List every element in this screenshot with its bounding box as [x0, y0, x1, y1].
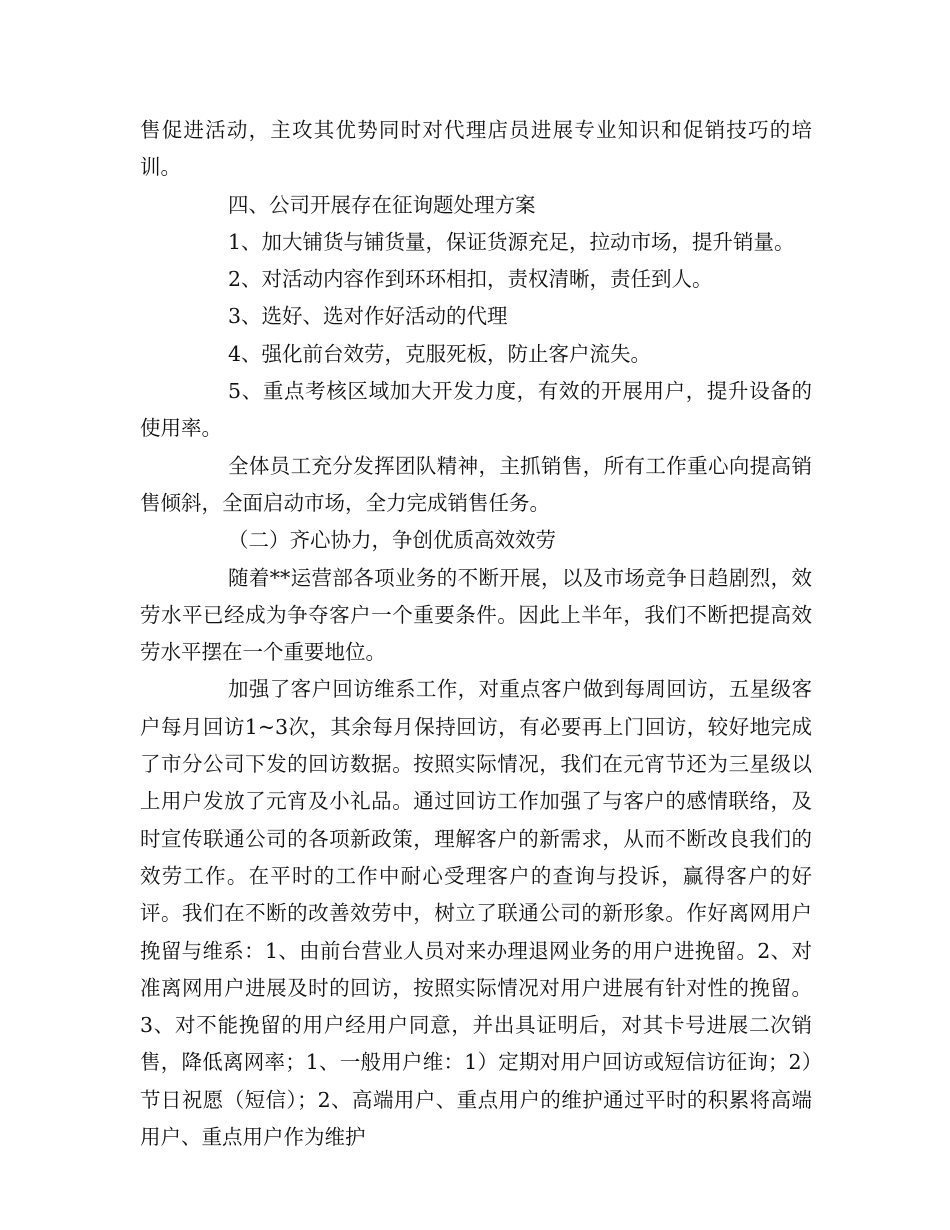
list-item-5: 5、重点考核区域加大开发力度，有效的开展用户，提升设备的使用率。: [140, 379, 812, 441]
paragraph-team-spirit: 全体员工充分发挥团队精神，主抓销售，所有工作重心向提高销售倾斜，全面启动市场，全力完成销售任务。: [140, 453, 812, 515]
list-item-4: 4、强化前台效劳，克服死板，防止客户流失。: [228, 341, 652, 366]
paragraph-continued: 售促进活动，主攻其优势同时对代理店员进展专业知识和促销技巧的培训。: [140, 118, 812, 180]
paragraph-customer-revisit: 加强了客户回访维系工作，对重点客户做到每周回访，五星级客户每月回访1~3次，其余每月保持回访，有必要再上门回访，较好地完成了市分公司下发的回访数据。按照实际情况，我们在元宵节还为三星级以上用户发放了元宵及小礼品。通过回访工作加强了与客户的感情联络，及时宣传联通公司的各项新政策，理解客户的新需求，从而不断改良我们的效劳工作。在平时的工作中耐心受理客户的查询与投诉，赢得客户的好评。我们在不断的改善效劳中，树立了联通公司的新形象。作好离网用户挽留与维系：1、由前台营业人员对来办理退网业务的用户进挽留。2、对准离网用户进展及时的回访，按照实际情况对用户进展有针对性的挽留。3、对不能挽留的用户经用户同意，并出具证明后，对其卡号进展二次销售，降低离网率；1、一般用户维：1）定期对用户回访或短信访征询；2）节日祝愿（短信）；2、高端用户、重点用户的维护通过平时的积累将高端用户、重点用户作为维护: [140, 677, 812, 1150]
list-item-3: 3、选好、选对作好活动的代理: [228, 304, 508, 329]
subsection-heading-two: （二）齐心协力，争创优质高效效劳: [228, 528, 556, 553]
section-heading-four: 四、公司开展存在征询题处理方案: [228, 192, 536, 217]
document-body: [140, 112, 812, 1156]
list-item-2: 2、对活动内容作到环环相扣，责权清晰，责任到人。: [228, 267, 713, 292]
paragraph-service-level: 随着**运营部各项业务的不断开展，以及市场竞争日趋剧烈，效劳水平已经成为争夺客户一个重要条件。因此上半年，我们不断把提高效劳水平摆在一个重要地位。: [140, 565, 812, 665]
list-item-1: 1、加大铺货与铺货量，保证货源充足，拉动市场，提升销量。: [228, 229, 795, 254]
